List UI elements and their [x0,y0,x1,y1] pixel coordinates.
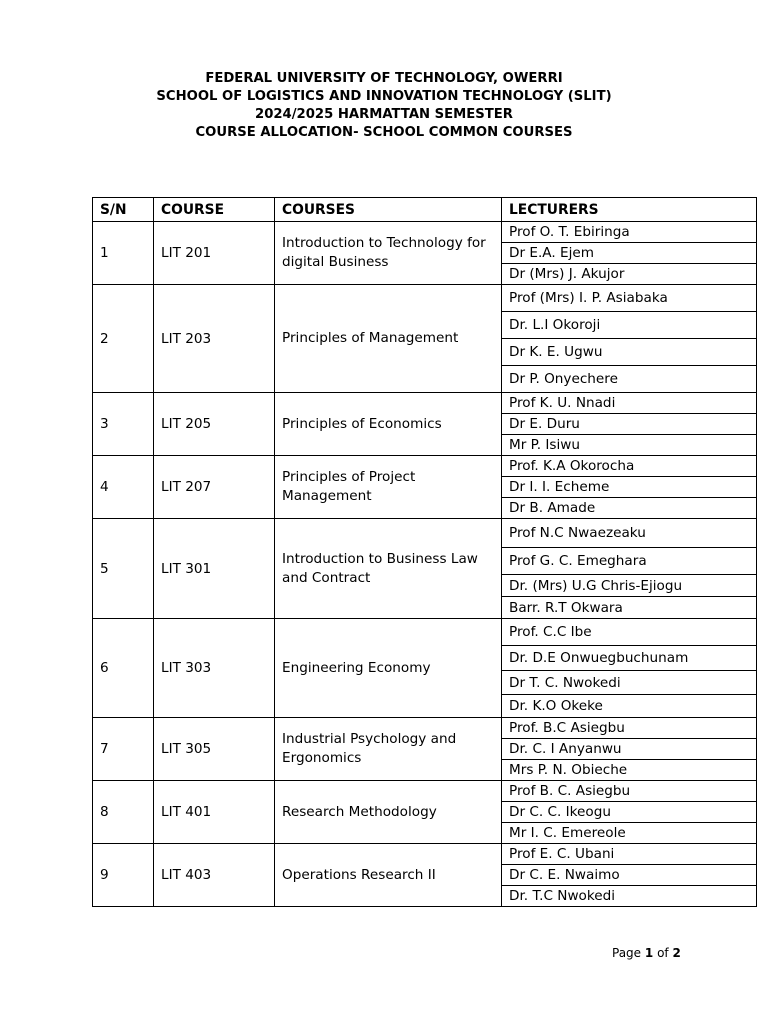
course-title-cell: Industrial Psychology and Ergonomics [275,718,502,781]
lecturer-cell: Dr C. E. Nwaimo [502,865,757,886]
lecturer-cell: Prof B. C. Asiegbu [502,781,757,802]
serial-number-cell: 8 [93,781,154,844]
column-header-courses: COURSES [275,198,502,222]
lecturer-cell: Dr. C. I Anyanwu [502,739,757,760]
page-total: 2 [672,946,681,960]
course-title-cell: Engineering Economy [275,619,502,718]
lecturer-cell: Prof O. T. Ebiringa [502,222,757,243]
table-row [93,781,757,802]
course-title-cell: Operations Research II [275,844,502,907]
table-row [93,285,757,312]
lecturer-cell: Barr. R.T Okwara [502,597,757,619]
course-title-cell: Principles of Management [275,285,502,393]
lecturer-cell: Prof G. C. Emeghara [502,548,757,575]
lecturer-cell: Mr P. Isiwu [502,435,757,456]
serial-number-cell: 1 [93,222,154,285]
lecturer-cell: Dr (Mrs) J. Akujor [502,264,757,285]
course-allocation-table [92,197,757,907]
serial-number-cell: 9 [93,844,154,907]
university-name: FEDERAL UNIVERSITY OF TECHNOLOGY, OWERRI [205,71,563,86]
school-name: SCHOOL OF LOGISTICS AND INNOVATION TECHNOLOGY (SLIT) [156,89,612,104]
course-title-cell: Introduction to Business Law and Contract [275,519,502,619]
course-title-cell: Research Methodology [275,781,502,844]
lecturer-cell: Dr P. Onyechere [502,366,757,393]
lecturer-cell: Prof. B.C Asiegbu [502,718,757,739]
document-header [0,70,768,142]
course-code-cell: LIT 207 [154,456,275,519]
of-label: of [657,946,669,960]
lecturer-cell: Dr C. C. Ikeogu [502,802,757,823]
lecturer-cell: Dr. D.E Onwuegbuchunam [502,646,757,671]
table-row [93,619,757,646]
column-header-sn: S/N [93,198,154,222]
page-number: 1 [644,946,654,960]
semester-title: 2024/2025 HARMATTAN SEMESTER [255,107,513,122]
lecturer-cell: Dr T. C. Nwokedi [502,671,757,695]
column-header-course: COURSE [154,198,275,222]
course-title-cell: Principles of Project Management [275,456,502,519]
table-row [93,844,757,865]
column-header-lecturers: LECTURERS [502,198,757,222]
serial-number-cell: 5 [93,519,154,619]
lecturer-cell: Dr. (Mrs) U.G Chris-Ejiogu [502,575,757,597]
page-footer [612,946,681,960]
lecturer-cell: Prof K. U. Nnadi [502,393,757,414]
serial-number-cell: 3 [93,393,154,456]
lecturer-cell: Dr. L.I Okoroji [502,312,757,339]
lecturer-cell: Mr I. C. Emereole [502,823,757,844]
lecturer-cell: Prof. C.C Ibe [502,619,757,646]
lecturer-cell: Dr E. Duru [502,414,757,435]
course-code-cell: LIT 301 [154,519,275,619]
lecturer-cell: Dr I. I. Echeme [502,477,757,498]
table-row [93,718,757,739]
table-row [93,519,757,548]
lecturer-cell: Prof N.C Nwaezeaku [502,519,757,548]
serial-number-cell: 7 [93,718,154,781]
lecturer-cell: Dr K. E. Ugwu [502,339,757,366]
lecturer-cell: Dr. T.C Nwokedi [502,886,757,907]
table-row [93,222,757,243]
serial-number-cell: 4 [93,456,154,519]
lecturer-cell: Dr. K.O Okeke [502,695,757,718]
table-row [93,456,757,477]
lecturer-cell: Dr B. Amade [502,498,757,519]
course-code-cell: LIT 401 [154,781,275,844]
table-body [93,222,757,907]
lecturer-cell: Dr E.A. Ejem [502,243,757,264]
lecturer-cell: Prof. K.A Okorocha [502,456,757,477]
document-title: COURSE ALLOCATION- SCHOOL COMMON COURSES [195,125,573,140]
course-code-cell: LIT 201 [154,222,275,285]
course-title-cell: Principles of Economics [275,393,502,456]
page-label: Page [612,946,642,960]
serial-number-cell: 2 [93,285,154,393]
table-header-row [93,198,757,222]
lecturer-cell: Prof E. C. Ubani [502,844,757,865]
serial-number-cell: 6 [93,619,154,718]
course-code-cell: LIT 403 [154,844,275,907]
course-code-cell: LIT 205 [154,393,275,456]
course-title-cell: Introduction to Technology for digital Business [275,222,502,285]
table-row [93,393,757,414]
lecturer-cell: Prof (Mrs) I. P. Asiabaka [502,285,757,312]
lecturer-cell: Mrs P. N. Obieche [502,760,757,781]
course-code-cell: LIT 303 [154,619,275,718]
course-code-cell: LIT 305 [154,718,275,781]
course-code-cell: LIT 203 [154,285,275,393]
